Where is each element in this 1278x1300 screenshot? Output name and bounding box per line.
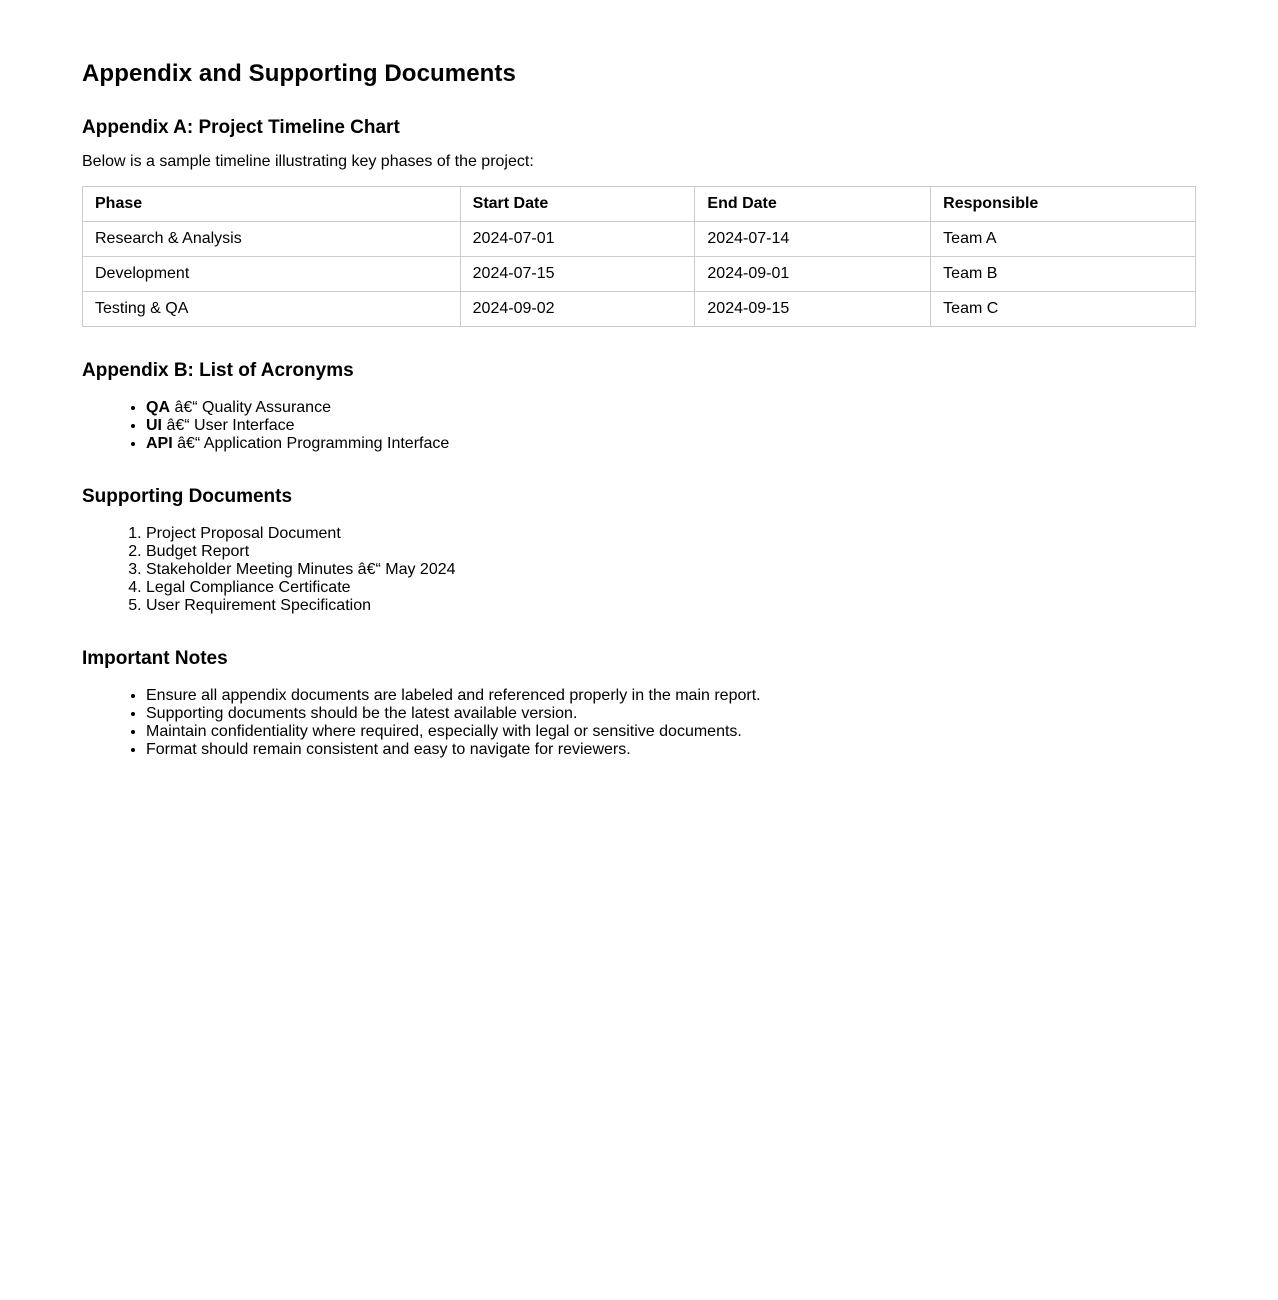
header-responsible: Responsible <box>931 187 1196 222</box>
table-row <box>83 222 1196 257</box>
list-item: 2. Budget Report <box>146 543 1196 561</box>
header-end-date: End Date <box>695 187 931 222</box>
list-item: 4. Legal Compliance Certificate <box>146 579 1196 597</box>
acronym-term: API <box>146 435 173 452</box>
important-notes-list <box>82 687 1196 759</box>
list-item <box>146 435 1196 453</box>
list-item: • Supporting documents should be the latest available version. <box>146 705 1196 723</box>
header-phase: Phase <box>83 187 461 222</box>
page-title: Appendix and Supporting Documents <box>82 60 516 87</box>
acronym-definition: â€“ Application Programming Interface <box>172 435 450 452</box>
list-item: • Format should remain consistent and easy to navigate for reviewers. <box>146 741 1196 759</box>
acronym-term: UI <box>146 417 162 434</box>
table-row <box>83 257 1196 292</box>
cell-responsible: Team A <box>931 222 1196 257</box>
cell-start-date: 2024-07-15 <box>460 257 695 292</box>
cell-responsible: Team C <box>931 292 1196 327</box>
acronym-list <box>82 399 1196 453</box>
list-item: • Maintain confidentiality where required, especially with legal or sensitive documents. <box>146 723 1196 741</box>
appendix-a-intro: Below is a sample timeline illustrating key phases of the project: <box>82 153 534 170</box>
supporting-documents-heading: Supporting Documents <box>82 486 293 507</box>
appendix-b-heading: Appendix B: List of Acronyms <box>82 360 354 381</box>
acronym-definition: â€“ User Interface <box>162 417 295 434</box>
table-header-row <box>83 187 1196 222</box>
cell-end-date: 2024-09-15 <box>695 292 931 327</box>
cell-start-date: 2024-09-02 <box>460 292 695 327</box>
cell-phase: Research & Analysis <box>83 222 461 257</box>
timeline-table <box>82 186 1196 327</box>
list-item <box>146 417 1196 435</box>
header-start-date: Start Date <box>460 187 695 222</box>
supporting-documents-list <box>82 525 1196 615</box>
list-item: 3. Stakeholder Meeting Minutes â€“ May 2024 <box>146 561 1196 579</box>
cell-end-date: 2024-09-01 <box>695 257 931 292</box>
list-item: • Ensure all appendix documents are labeled and referenced properly in the main report. <box>146 687 1196 705</box>
important-notes-heading: Important Notes <box>82 648 228 669</box>
acronym-term: QA <box>146 399 170 416</box>
list-item: 1. Project Proposal Document <box>146 525 1196 543</box>
list-item <box>146 399 1196 417</box>
list-item: 5. User Requirement Specification <box>146 597 1196 615</box>
cell-start-date: 2024-07-01 <box>460 222 695 257</box>
cell-end-date: 2024-07-14 <box>695 222 931 257</box>
cell-responsible: Team B <box>931 257 1196 292</box>
cell-phase: Testing & QA <box>83 292 461 327</box>
table-row <box>83 292 1196 327</box>
acronym-definition: â€“ Quality Assurance <box>170 399 331 416</box>
cell-phase: Development <box>83 257 461 292</box>
appendix-a-heading: Appendix A: Project Timeline Chart <box>82 117 400 138</box>
